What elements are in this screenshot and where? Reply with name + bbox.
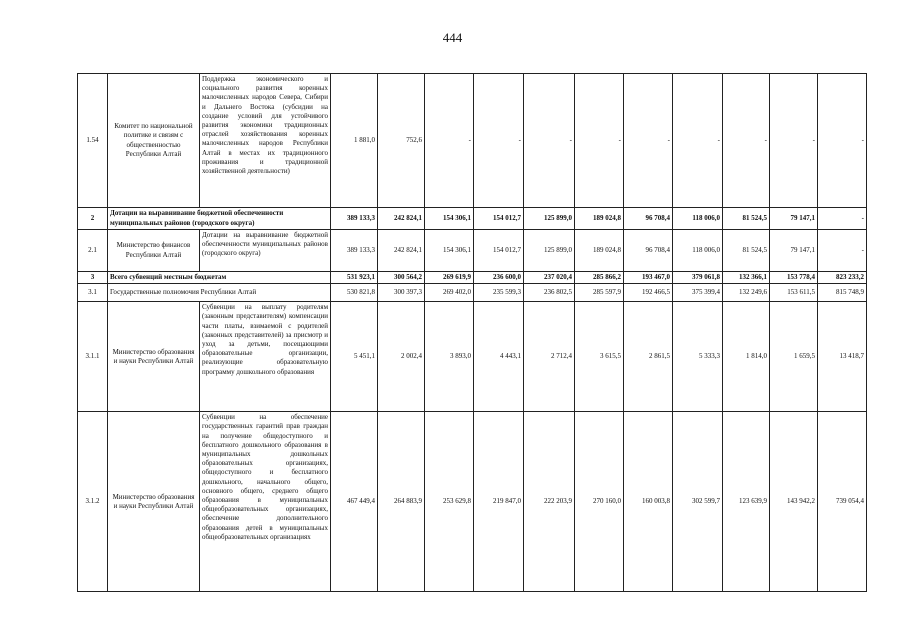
row-description: Дотации на выравнивание бюджетной обеспеченности муниципальных районов (городского округа) — [200, 230, 331, 272]
row-title: Дотации на выравнивание бюджетной обеспеченности муниципальных районов (городского округа) — [108, 208, 331, 230]
value-cell: 379 061,8 — [673, 272, 723, 284]
value-cell: 154 306,1 — [425, 208, 474, 230]
value-cell: - — [818, 74, 867, 208]
value-cell: 302 599,7 — [673, 412, 723, 592]
value-cell: 154 012,7 — [474, 208, 524, 230]
row-code: 3.1.2 — [78, 412, 108, 592]
value-cell: 285 866,2 — [575, 272, 624, 284]
value-cell: 143 942,2 — [770, 412, 818, 592]
row-code: 1.54 — [78, 74, 108, 208]
value-cell: - — [474, 74, 524, 208]
value-cell: - — [673, 74, 723, 208]
value-cell: - — [575, 74, 624, 208]
value-cell: 389 133,3 — [331, 208, 378, 230]
value-cell: - — [818, 208, 867, 230]
value-cell: 192 466,5 — [624, 284, 673, 302]
value-cell: 118 006,0 — [673, 230, 723, 272]
value-cell: 96 708,4 — [624, 230, 673, 272]
value-cell: 3 615,5 — [575, 302, 624, 412]
value-cell: 123 639,9 — [723, 412, 770, 592]
value-cell: 237 020,4 — [524, 272, 575, 284]
value-cell: 154 306,1 — [425, 230, 474, 272]
value-cell: 154 012,7 — [474, 230, 524, 272]
value-cell: 739 054,4 — [818, 412, 867, 592]
row-code: 3 — [78, 272, 108, 284]
value-cell: 236 600,0 — [474, 272, 524, 284]
row-organization: Комитет по национальной политике и связям с общественностью Республики Алтай — [108, 74, 200, 208]
value-cell: 81 524,5 — [723, 208, 770, 230]
row-title: Государственные полномочия Республики Алтай — [108, 284, 331, 302]
value-cell: 375 399,4 — [673, 284, 723, 302]
value-cell: 125 899,0 — [524, 230, 575, 272]
value-cell: 1 659,5 — [770, 302, 818, 412]
table-row — [78, 208, 867, 230]
value-cell: - — [770, 74, 818, 208]
table-row — [78, 302, 867, 412]
value-cell: 530 821,8 — [331, 284, 378, 302]
value-cell: 269 619,9 — [425, 272, 474, 284]
table-row — [78, 74, 867, 208]
value-cell: 253 629,8 — [425, 412, 474, 592]
value-cell: 189 024,8 — [575, 208, 624, 230]
value-cell: 153 611,5 — [770, 284, 818, 302]
value-cell: 13 418,7 — [818, 302, 867, 412]
value-cell: 1 814,0 — [723, 302, 770, 412]
value-cell: - — [425, 74, 474, 208]
row-code: 2 — [78, 208, 108, 230]
value-cell: 96 708,4 — [624, 208, 673, 230]
page-number: 444 — [442, 30, 463, 45]
value-cell: - — [723, 74, 770, 208]
value-cell: 270 160,0 — [575, 412, 624, 592]
value-cell: 118 006,0 — [673, 208, 723, 230]
row-title: Всего субвенций местным бюджетам — [108, 272, 331, 284]
value-cell: 264 883,9 — [378, 412, 425, 592]
value-cell: 242 824,1 — [378, 230, 425, 272]
value-cell: 300 397,3 — [378, 284, 425, 302]
value-cell: 3 893,0 — [425, 302, 474, 412]
value-cell: 79 147,1 — [770, 208, 818, 230]
row-code: 3.1.1 — [78, 302, 108, 412]
row-description: Субвенции на обеспечение государственных гарантий прав граждан на получение общедоступного и бесплатного дошкольного образования в муниципальных дошкольных образовательных организациях, общедоступного и бесплатного дошкольного, начального общего, основного общего, среднего общего образования в муниципальных общеобразовательных организациях, обеспечение дополнительного образования детей в муниципальных общеобразовательных организациях — [200, 412, 331, 592]
row-code: 3.1 — [78, 284, 108, 302]
value-cell: 236 802,5 — [524, 284, 575, 302]
value-cell: 160 003,8 — [624, 412, 673, 592]
value-cell: - — [624, 74, 673, 208]
value-cell: 5 451,1 — [331, 302, 378, 412]
value-cell: 815 748,9 — [818, 284, 867, 302]
row-organization: Министерство образования и науки Республики Алтай — [108, 412, 200, 592]
value-cell: 1 881,0 — [331, 74, 378, 208]
value-cell: 4 443,1 — [474, 302, 524, 412]
table-row — [78, 272, 867, 284]
value-cell: 2 861,5 — [624, 302, 673, 412]
value-cell: 531 923,1 — [331, 272, 378, 284]
value-cell: 132 366,1 — [723, 272, 770, 284]
row-description: Субвенции на выплату родителям (законным представителям) компенсации части платы, взимаемой с родителей (законных представителей) за присмотр и уход за детьми, посещающими образовательные организации, реализующие образовательную программу дошкольного образования — [200, 302, 331, 412]
value-cell: 193 467,0 — [624, 272, 673, 284]
value-cell: 153 778,4 — [770, 272, 818, 284]
value-cell: 389 133,3 — [331, 230, 378, 272]
value-cell: 2 712,4 — [524, 302, 575, 412]
table-row — [78, 230, 867, 272]
value-cell: 132 249,6 — [723, 284, 770, 302]
value-cell: 79 147,1 — [770, 230, 818, 272]
table-row — [78, 412, 867, 592]
row-organization: Министерство финансов Республики Алтай — [108, 230, 200, 272]
value-cell: 219 847,0 — [474, 412, 524, 592]
value-cell: 5 333,3 — [673, 302, 723, 412]
value-cell: - — [524, 74, 575, 208]
row-description: Поддержка экономического и социального развития коренных малочисленных народов Севера, Сибири и Дальнего Востока (субсидии на создание условий для устойчивого развития экономики традиционных отраслей хозяйствования коренных малочисленных народов Республики Алтай в местах их традиционного проживания и традиционной хозяйственной деятельности) — [200, 74, 331, 208]
value-cell: - — [818, 230, 867, 272]
value-cell: 125 899,0 — [524, 208, 575, 230]
value-cell: 81 524,5 — [723, 230, 770, 272]
value-cell: 300 564,2 — [378, 272, 425, 284]
value-cell: 467 449,4 — [331, 412, 378, 592]
value-cell: 823 233,2 — [818, 272, 867, 284]
value-cell: 235 599,3 — [474, 284, 524, 302]
value-cell: 752,6 — [378, 74, 425, 208]
row-code: 2.1 — [78, 230, 108, 272]
value-cell: 242 824,1 — [378, 208, 425, 230]
row-organization: Министерство образования и науки Республики Алтай — [108, 302, 200, 412]
value-cell: 189 024,8 — [575, 230, 624, 272]
value-cell: 222 203,9 — [524, 412, 575, 592]
subsidy-table — [77, 73, 867, 592]
table-row — [78, 284, 867, 302]
value-cell: 269 402,0 — [425, 284, 474, 302]
value-cell: 285 597,9 — [575, 284, 624, 302]
value-cell: 2 002,4 — [378, 302, 425, 412]
